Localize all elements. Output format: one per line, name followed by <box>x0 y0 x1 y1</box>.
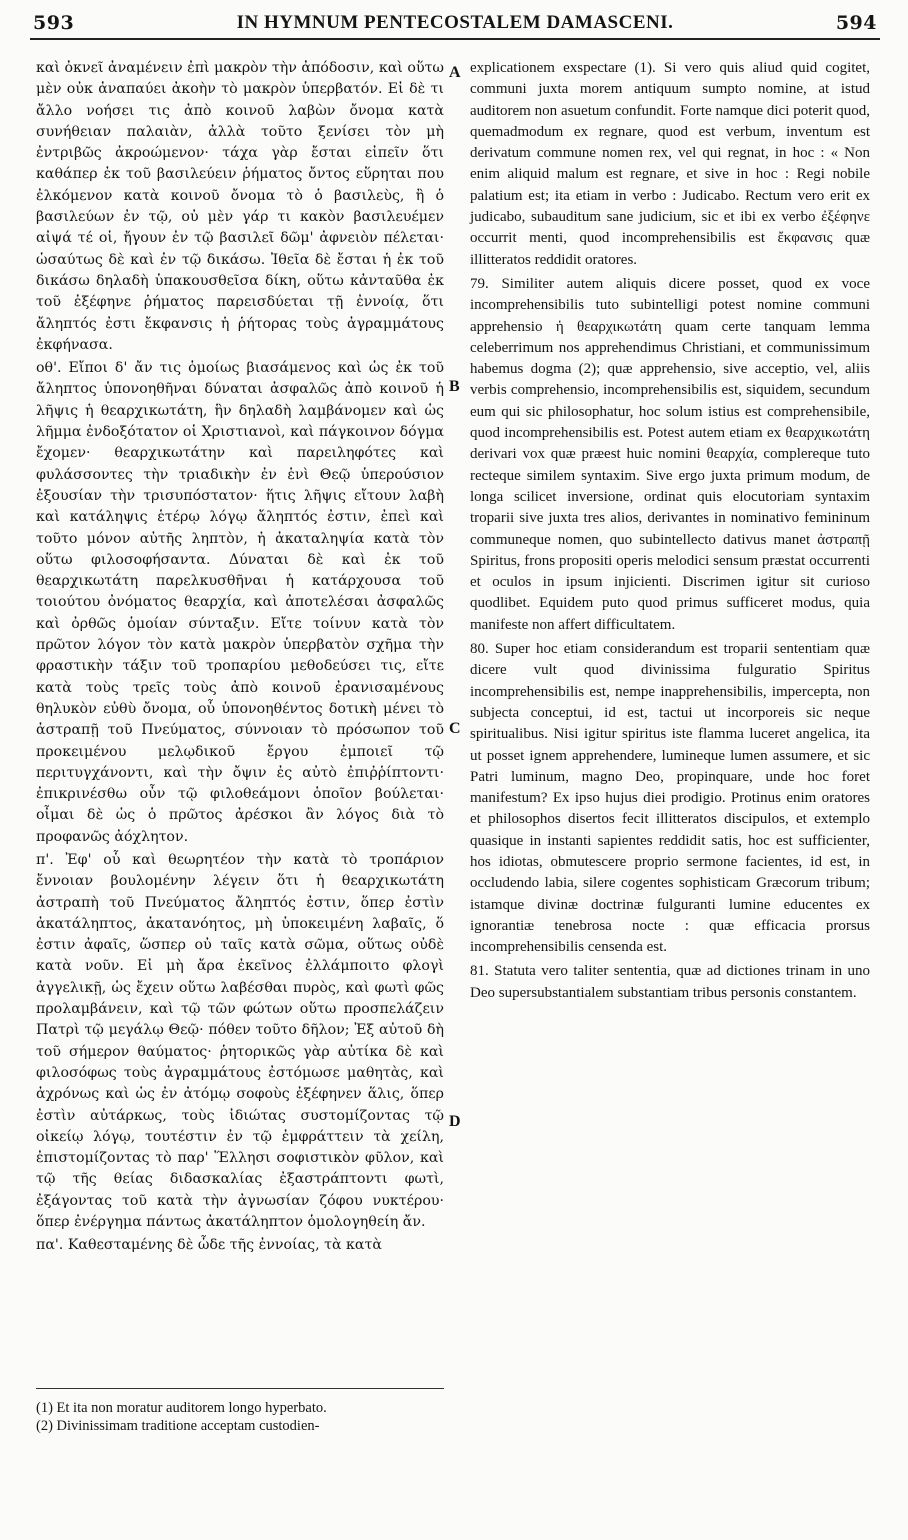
latin-paragraph: 79. Similiter autem aliquis dicere posset, quod ex voce incomprehensibilis tuto subintelligi potest nomine communi apprehensio ἡ θεαρχικωτάτη quam certe tanquam lemma celeberrimum nos apprehendimus Christiani, et communissimum habemus dogma (2); quæ apprehensio, sive acceptio, vel, aliis verbis comprehensio, incomprehensibilis est, siquidem, secundum eum qui sic philosophatur, hoc solum istius est comprehensibile, quod incomprehensibilis est. Potest autem etiam ex θεαρχικωτάτη derivari vox quæ præest huic nomini θεαρχία, complereque tuto recteque similem syntaxim. Sive ergo juxta primum modum, de longa scilicet inversione, ordinat quis elocutoriam syntaxim troparii sive juxta tres alios, derivantes in nominativo femininum communeque nomen, quo subintellecto dativus manet ἀστραπῇ Spiritus, frons propositi operis melodici sensum præstat occurrenti et oculos in ipsum injicienti. Discrimen igitur sit curioso quodlibet. Equidem puto quod primus sufficeret modus, quia manifeste non affert difficultatem. <box>470 275 870 633</box>
running-title: IN HYMNUM PENTECOSTALEM DAMASCENI. <box>236 12 674 33</box>
margin-letter: D <box>449 1113 461 1130</box>
margin-letter: A <box>449 64 461 81</box>
margin-letter: C <box>449 720 461 737</box>
latin-column <box>470 58 870 1004</box>
page-number-left: 593 <box>33 12 75 34</box>
greek-paragraph: οθ'. Εἴποι δ' ἄν τις ὁμοίως βιασάμενος καὶ ὡς ἐκ τοῦ ἄληπτος ὑπονοηθῆναι δύναται ἀσφαλῶς ἀπὸ κοινοῦ ἡ λῆψις ἡ θεαρχικωτάτη, ἣν δηλαδὴ λαμβάνομεν καὶ ὡς λῆμμα ἐνδοξότατον οἱ Χριστιανοὶ, καὶ πάγκοινον δόγμα ἔχομεν· θεαρχικωτάτην καὶ παρειληφότες καὶ φυλάσσοντες τὴν τριαδικὴν ἐν ἑνὶ Θεῷ ὑπερούσιον ἐξουσίαν τὴν τρισυπόστατον· ἥτις λῆψις εἴτουν λαβὴ καὶ κατάληψις ἑτέρῳ λόγῳ ἄληπτός ἐστιν, ἐπεὶ καὶ τοῦτο μόνον αὐτῆς ληπτὸν, ἡ ἀκαταληψία κατὰ τὸν οὕτω φιλοσοφήσαντα. Δύναται δὲ καὶ ἐκ τοῦ θεαρχικωτάτη παρελκυσθῆναι ἡ κατάρχουσα τοῦ τοιούτου ὀνόματος θεαρχία, καὶ ἀποτελέσαι ἀσφαλῶς καὶ ὀρθῶς ὁμοίαν σύνταξιν. Εἴτε τοίνυν κατὰ τὸν πρῶτον λόγον τὸν κατὰ μακρὸν ὑπερβατὸν σχῆμα τὴν φραστικὴν τάξιν τοῦ τροπαρίου μεθοδεύσει τις, εἴτε κατὰ τοὺς τρεῖς τοὺς ἀπὸ κοινοῦ ἐρανισαμένους θηλυκὸν εὐθὺ ὄνομα, οὗ ὑπονοηθέντος δοτικὴ μένει τὸ ἀστραπῇ τοῦ Πνεύματος, σύννοιαν τὸ πρόσωπον τοῦ προκειμένου μελῳδικοῦ ἔργου ἐμποιεῖ τῷ περιτυγχάνοντι, καὶ τὴν ὄψιν ἐς αὐτὸ ἐπιῤῥίπτοντι· ἐπικρινέσθω οὖν τῷ φιλοθεάμονι ὁποῖον βούλεται· οἶμαι δὲ ὡς ὁ πρῶτος ἀρέσκοι ἂν λόγος διὰ τὸ προφανῶς ἀόχλητον. <box>36 360 444 845</box>
latin-paragraph: explicationem exspectare (1). Si vero quis aliud quid cogitet, communi juxta morem antiquum sumpto nomine, at istud auditorem non asuetum confundit. Forte namque dici poterit quod, quemadmodum ex regnare, quod est verbum, inventum est derivatum commune nomen rex, vel qui regnat, in hoc : « Non enim aliquid malum est regnare, et sive in hoc : Regi nobile palatium est; ita etiam in verbo : Judicabo. Rectum vero erit ex judicabo, subauditum sane judicium, sic et ibi ex verbo ἐξέφηνε occurrit menti, quod incomprehensibilis est ἔκφανσις quæ illitteratos reddidit oratores. <box>470 60 870 268</box>
greek-paragraph: καὶ ὀκνεῖ ἀναμένειν ἐπὶ μακρὸν τὴν ἀπόδοσιν, καὶ οὕτω μὲν οὐκ ἀναπαύει ἀκοὴν τὸ μακρὸν ὑπερβατόν. Εἰ δὲ τι ἄλλο νοήσει τις ἀπὸ κοινοῦ λαβὼν ὄνομα κατὰ συνήθειαν παλαιὰν, ἀλλὰ τοῦτο ξενίσει τὸν μὴ ἐντριβῶς ἀκροώμενον· τάχα γὰρ ἔσται εἰπεῖν ὅτι καθάπερ ἐκ τοῦ βασιλεύειν ῥήματος ὄντος εὕρηται που ἐλκόμενον κατὰ κοινοῦ ὄνομα τὸ ὁ βασιλεὺς, ἢ ὁ βασιλεύων ἐν τῷ, οὐ μὲν γάρ τι κακὸν βασιλευέμεν αἰψά τέ οἱ, ἤγουν ἐν τῷ βασιλεῖ δῶμ' ἀφνειὸν πέλεται· ὡσαύτως δὲ καὶ ἐν τῷ δικάσω. Ἰθεῖα δὲ ἔσται ἡ ἐκ τοῦ δικάσω δηλαδὴ ὑπακουσθεῖσα δίκη, οὕτω κἀνταῦθα ἐκ τοῦ ἐξέφηνε ῥήματος παρεισδύεται τῇ ἐννοίᾳ, ὅτι ἄληπτός ἐστι ἔκφανσις ἡ ῥήτορας τοὺς ἀγραμμάτους ἐκφήνασα. <box>36 60 444 353</box>
greek-paragraph: πα'. Καθεσταμένης δὲ ὧδε τῆς ἐννοίας, τὰ κατὰ <box>36 1237 382 1254</box>
footnotes <box>36 1388 444 1435</box>
latin-paragraph: 81. Statuta vero taliter sententia, quæ ad dictiones trinam in uno Deo supersubstantialem substantiam tribus personis constantem. <box>470 963 870 1001</box>
footnote: (2) Divinissimam traditione acceptam custodien- <box>36 1418 320 1434</box>
page-number-right: 594 <box>835 12 877 34</box>
running-header <box>30 8 880 40</box>
footnote: (1) Et ita non moratur auditorem longo hyperbato. <box>36 1400 327 1416</box>
margin-letter: B <box>449 378 460 395</box>
greek-paragraph: π'. Ἐφ' οὗ καὶ θεωρητέον τὴν κατὰ τὸ τροπάριον ἔννοιαν βουλομένην λέγειν ὅτι ἡ θεαρχικωτάτη ἀστραπὴ τοῦ Πνεύματος ἄληπτός ἐστιν, ὅπερ ἐστὶν ἀκατάληπτος, ἀκατανόητος, μὴ ὑποκειμένη λαβαῖς, ὅ ἐστιν ἀφαῖς, ὥσπερ οὐ ταῖς κατὰ σῶμα, οὕτως οὐδὲ κατὰ νοῦν. Εἰ μὴ ἄρα ἐκεῖνος ἐλλάμποιτο φλογὶ ἀγγελικῇ, ὡς ἔχειν οὕτω λαβέσθαι πυρὸς, καὶ φωτὶ φῶς προλαμβάνειν, καὶ τῷ τῶν φώτων οὕτω προσπελάζειν Πατρὶ τῷ μεγάλῳ Θεῷ· πόθεν τοῦτο δῆλον; Ἐξ αὐτοῦ δὴ τοῦ σήμερον θαύματος· ῥητορικῶς γὰρ αὐτίκα δὲ καὶ φιλοσόφως τοὺς ἀγραμμάτους ἐστόμωσε μαθητὰς, καὶ ἀχρόνως καὶ ὡς ἐν ἀτόμῳ σοφοὺς ἐξέφηνεν ἅλις, ὅπερ ἐστὶν αὐτάρκως, τοὺς ἰδιώτας συστομίζοντας τῷ οἰκείῳ λόγῳ, τουτέστιν ἐν τῷ ἐμφράττειν τὰ χείλη, ἐπιστομίζοντας τὸ παρ' Ἕλλησι σοφιστικὸν φῦλον, καὶ τῷ τῆς θείας διδασκαλίας ἐξαστράπτοντι φωτὶ, ἐξάγοντας τοῦ κατὰ τὴν ἀγνωσίαν ζόφου νυκτέρου· ὅπερ ἐνέργημα πάντως ἀκατάληπτον ὁμολογηθείη ἄν. <box>36 851 444 1231</box>
greek-column <box>36 58 444 1434</box>
latin-paragraph: 80. Super hoc etiam considerandum est troparii sententiam quæ dicere vult quod divinissima fulguratio Spiritus incomprehensibilis est, nempe inapprehensibilis, impercepta, non subjecta conceptui, id est, tactui ut incorporeis sic neque spiritualibus. Nisi igitur spiritus iste flamma luceret angelica, ita ut posset ignem apprehendere, lumineque lumen assumere, et sic Patri luminum, magno Deo, propinquare, unde hoc foret manifestum? Ex ipso hujus diei prodigio. Protinus enim oratores et philosophos disertos fecit illitteratos discipulos, et extemplo quasique in instanti sapientes reddidit satis, hoc est sufficienter, hos idiotas, obmutescere proprio sermone facientes, id est, in occludendo labia, silere cogentes sophisticam Græcorum tribum; istamque divinæ doctrinæ fulguranti lumine educentes ex ignorantiæ tenebrosa nocte : quæ efficacia prorsus incomprehensibilis censenda est. <box>470 641 870 956</box>
